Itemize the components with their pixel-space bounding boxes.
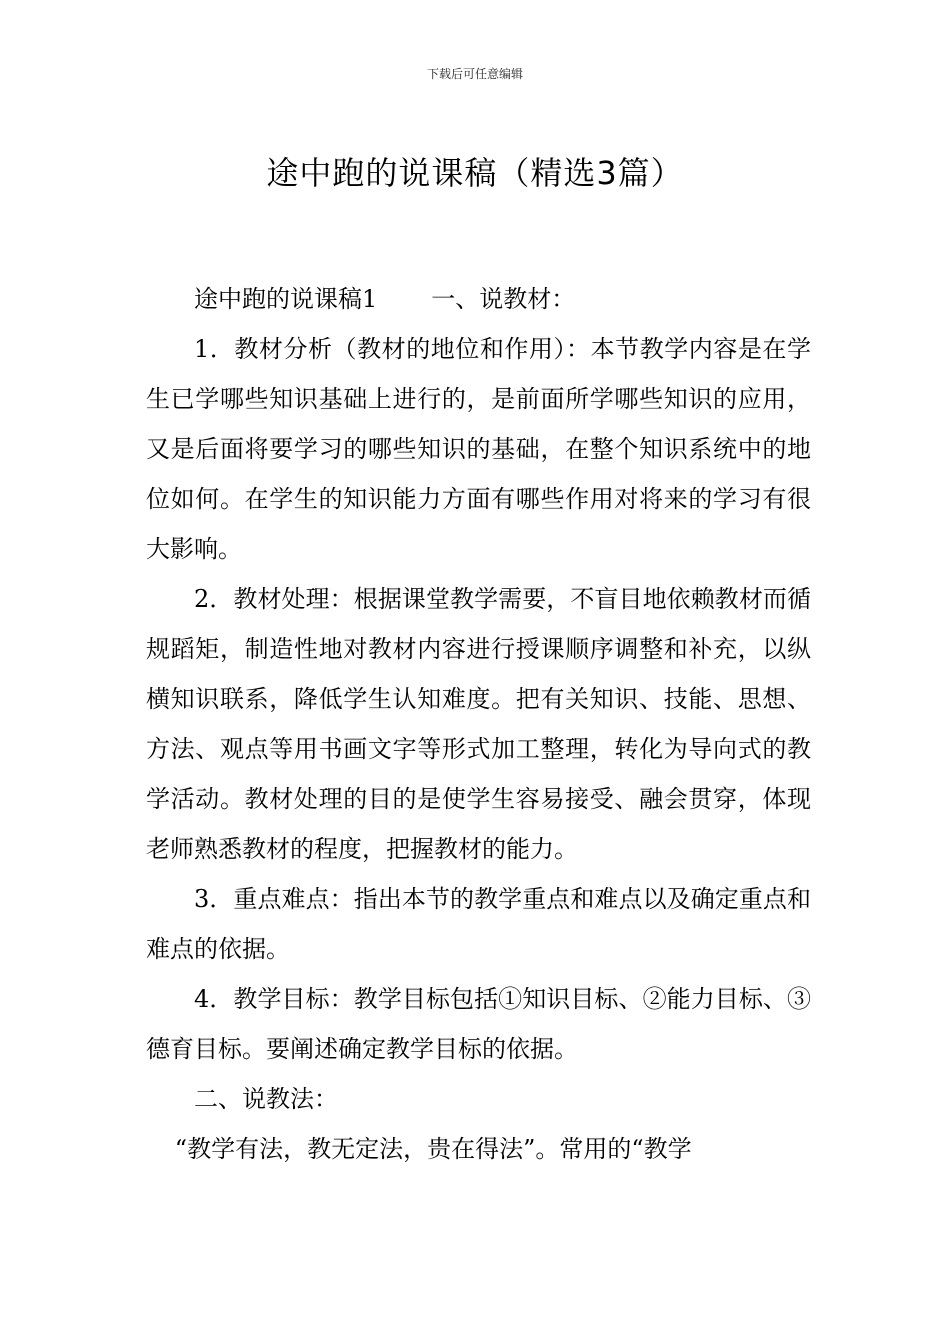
header-note: 下载后可任意编辑	[426, 67, 523, 81]
lesson-subtitle: 途中跑的说课稿1	[194, 285, 378, 313]
section-heading-textbook: 一、说教材：	[431, 285, 576, 313]
section-heading-teaching-method: 二、说教法：	[194, 1085, 338, 1113]
paragraph-teaching-objectives: 4．教学目标：教学目标包括①知识目标、②能力目标、③德育目标。要阐述确定教学目标的依据。	[146, 985, 811, 1063]
document-title: 途中跑的说课稿（精选3篇）	[266, 154, 684, 193]
intro-line	[146, 274, 811, 324]
paragraph-key-difficult-points: 3．重点难点：指出本节的教学重点和难点以及确定重点和难点的依据。	[146, 885, 811, 963]
paragraph-textbook-analysis: 1．教材分析（教材的地位和作用）：本节教学内容是在学生已学哪些知识基础上进行的，是前面所学哪些知识的应用，又是后面将要学习的哪些知识的基础，在整个知识系统中的地位如何。在学生的知识能力方面有哪些作用对将来的学习有很大影响。	[146, 335, 811, 563]
paragraph-teaching-method: “教学有法，教无定法，贵在得法”。常用的“教学	[174, 1135, 692, 1163]
document-body	[146, 274, 811, 1174]
paragraph-textbook-processing: 2．教材处理：根据课堂教学需要，不盲目地依赖教材而循规蹈矩，制造性地对教材内容进行授课顺序调整和补充，以纵横知识联系，降低学生认知难度。把有关知识、技能、思想、方法、观点等用书画文字等形式加工整理，转化为导向式的教学活动。教材处理的目的是使学生容易接受、融会贯穿，体现老师熟悉教材的程度，把握教材的能力。	[146, 585, 811, 863]
